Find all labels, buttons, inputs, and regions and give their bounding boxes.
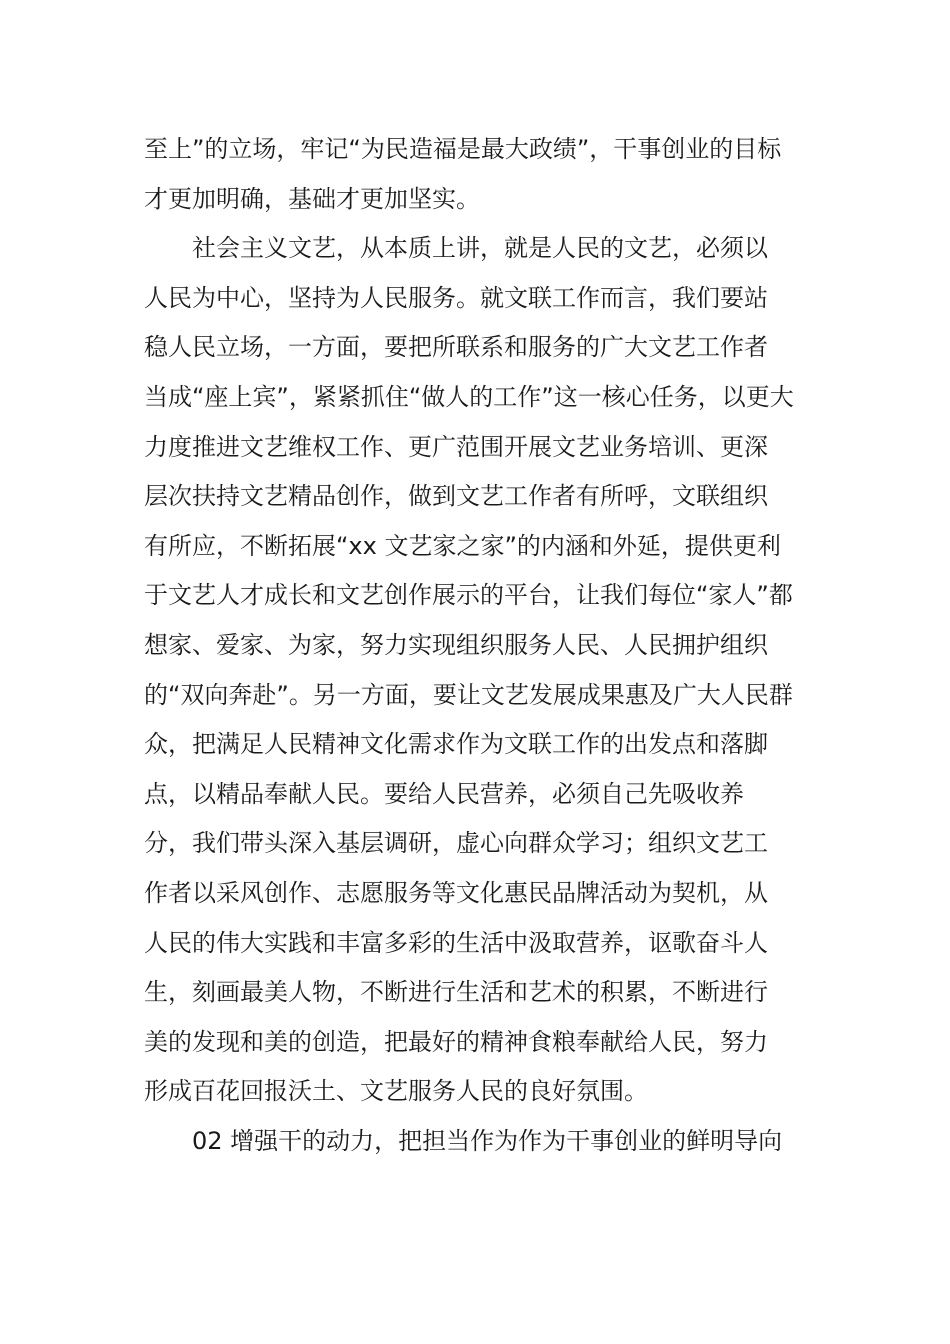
text-line: 人民的伟大实践和丰富多彩的生活中汲取营养，讴歌奋斗人 <box>144 928 768 957</box>
text-line: 力度推进文艺维权工作、更广范围开展文艺业务培训、更深 <box>144 432 768 461</box>
body-text <box>144 125 814 1166</box>
text-line: 至上”的立场，牢记“为民造福是最大政绩”，干事创业的目标 <box>144 135 782 163</box>
text-line: 稳人民立场，一方面，要把所联系和服务的广大文艺工作者 <box>144 333 768 362</box>
text-line: 才更加明确，基础才更加坚实。 <box>144 184 480 213</box>
text-line: 人民为中心，坚持为人民服务。就文联工作而言，我们要站 <box>144 283 768 312</box>
text-line: 作者以采风创作、志愿服务等文化惠民品牌活动为契机，从 <box>144 878 768 907</box>
text-line: 点，以精品奉献人民。要给人民营养，必须自己先吸收养 <box>144 779 744 808</box>
section-heading-line: 02 增强干的动力，把担当作为作为干事创业的鲜明导向 <box>192 1126 783 1155</box>
text-line: 有所应，不断拓展“xx 文艺家之家”的内涵和外延，提供更利 <box>144 531 781 560</box>
text-line: 的“双向奔赴”。另一方面，要让文艺发展成果惠及广大人民群 <box>144 680 793 709</box>
text-line: 美的发现和美的创造，把最好的精神食粮奉献给人民，努力 <box>144 1027 768 1056</box>
paragraph-start-line: 社会主义文艺，从本质上讲，就是人民的文艺，必须以 <box>192 234 768 263</box>
text-line: 形成百花回报沃土、文艺服务人民的良好氛围。 <box>144 1077 648 1106</box>
text-line: 层次扶持文艺精品创作，做到文艺工作者有所呼，文联组织 <box>144 482 768 511</box>
text-line: 于文艺人才成长和文艺创作展示的平台，让我们每位“家人”都 <box>144 581 793 610</box>
text-line: 生，刻画最美人物，不断进行生活和艺术的积累，不断进行 <box>144 978 768 1007</box>
text-line: 想家、爱家、为家，努力实现组织服务人民、人民拥护组织 <box>144 630 768 659</box>
text-line: 当成“座上宾”，紧紧抓住“做人的工作”这一核心任务，以更大 <box>144 382 794 411</box>
text-line: 众，把满足人民精神文化需求作为文联工作的出发点和落脚 <box>144 730 768 759</box>
text-line: 分，我们带头深入基层调研，虚心向群众学习；组织文艺工 <box>144 829 768 858</box>
